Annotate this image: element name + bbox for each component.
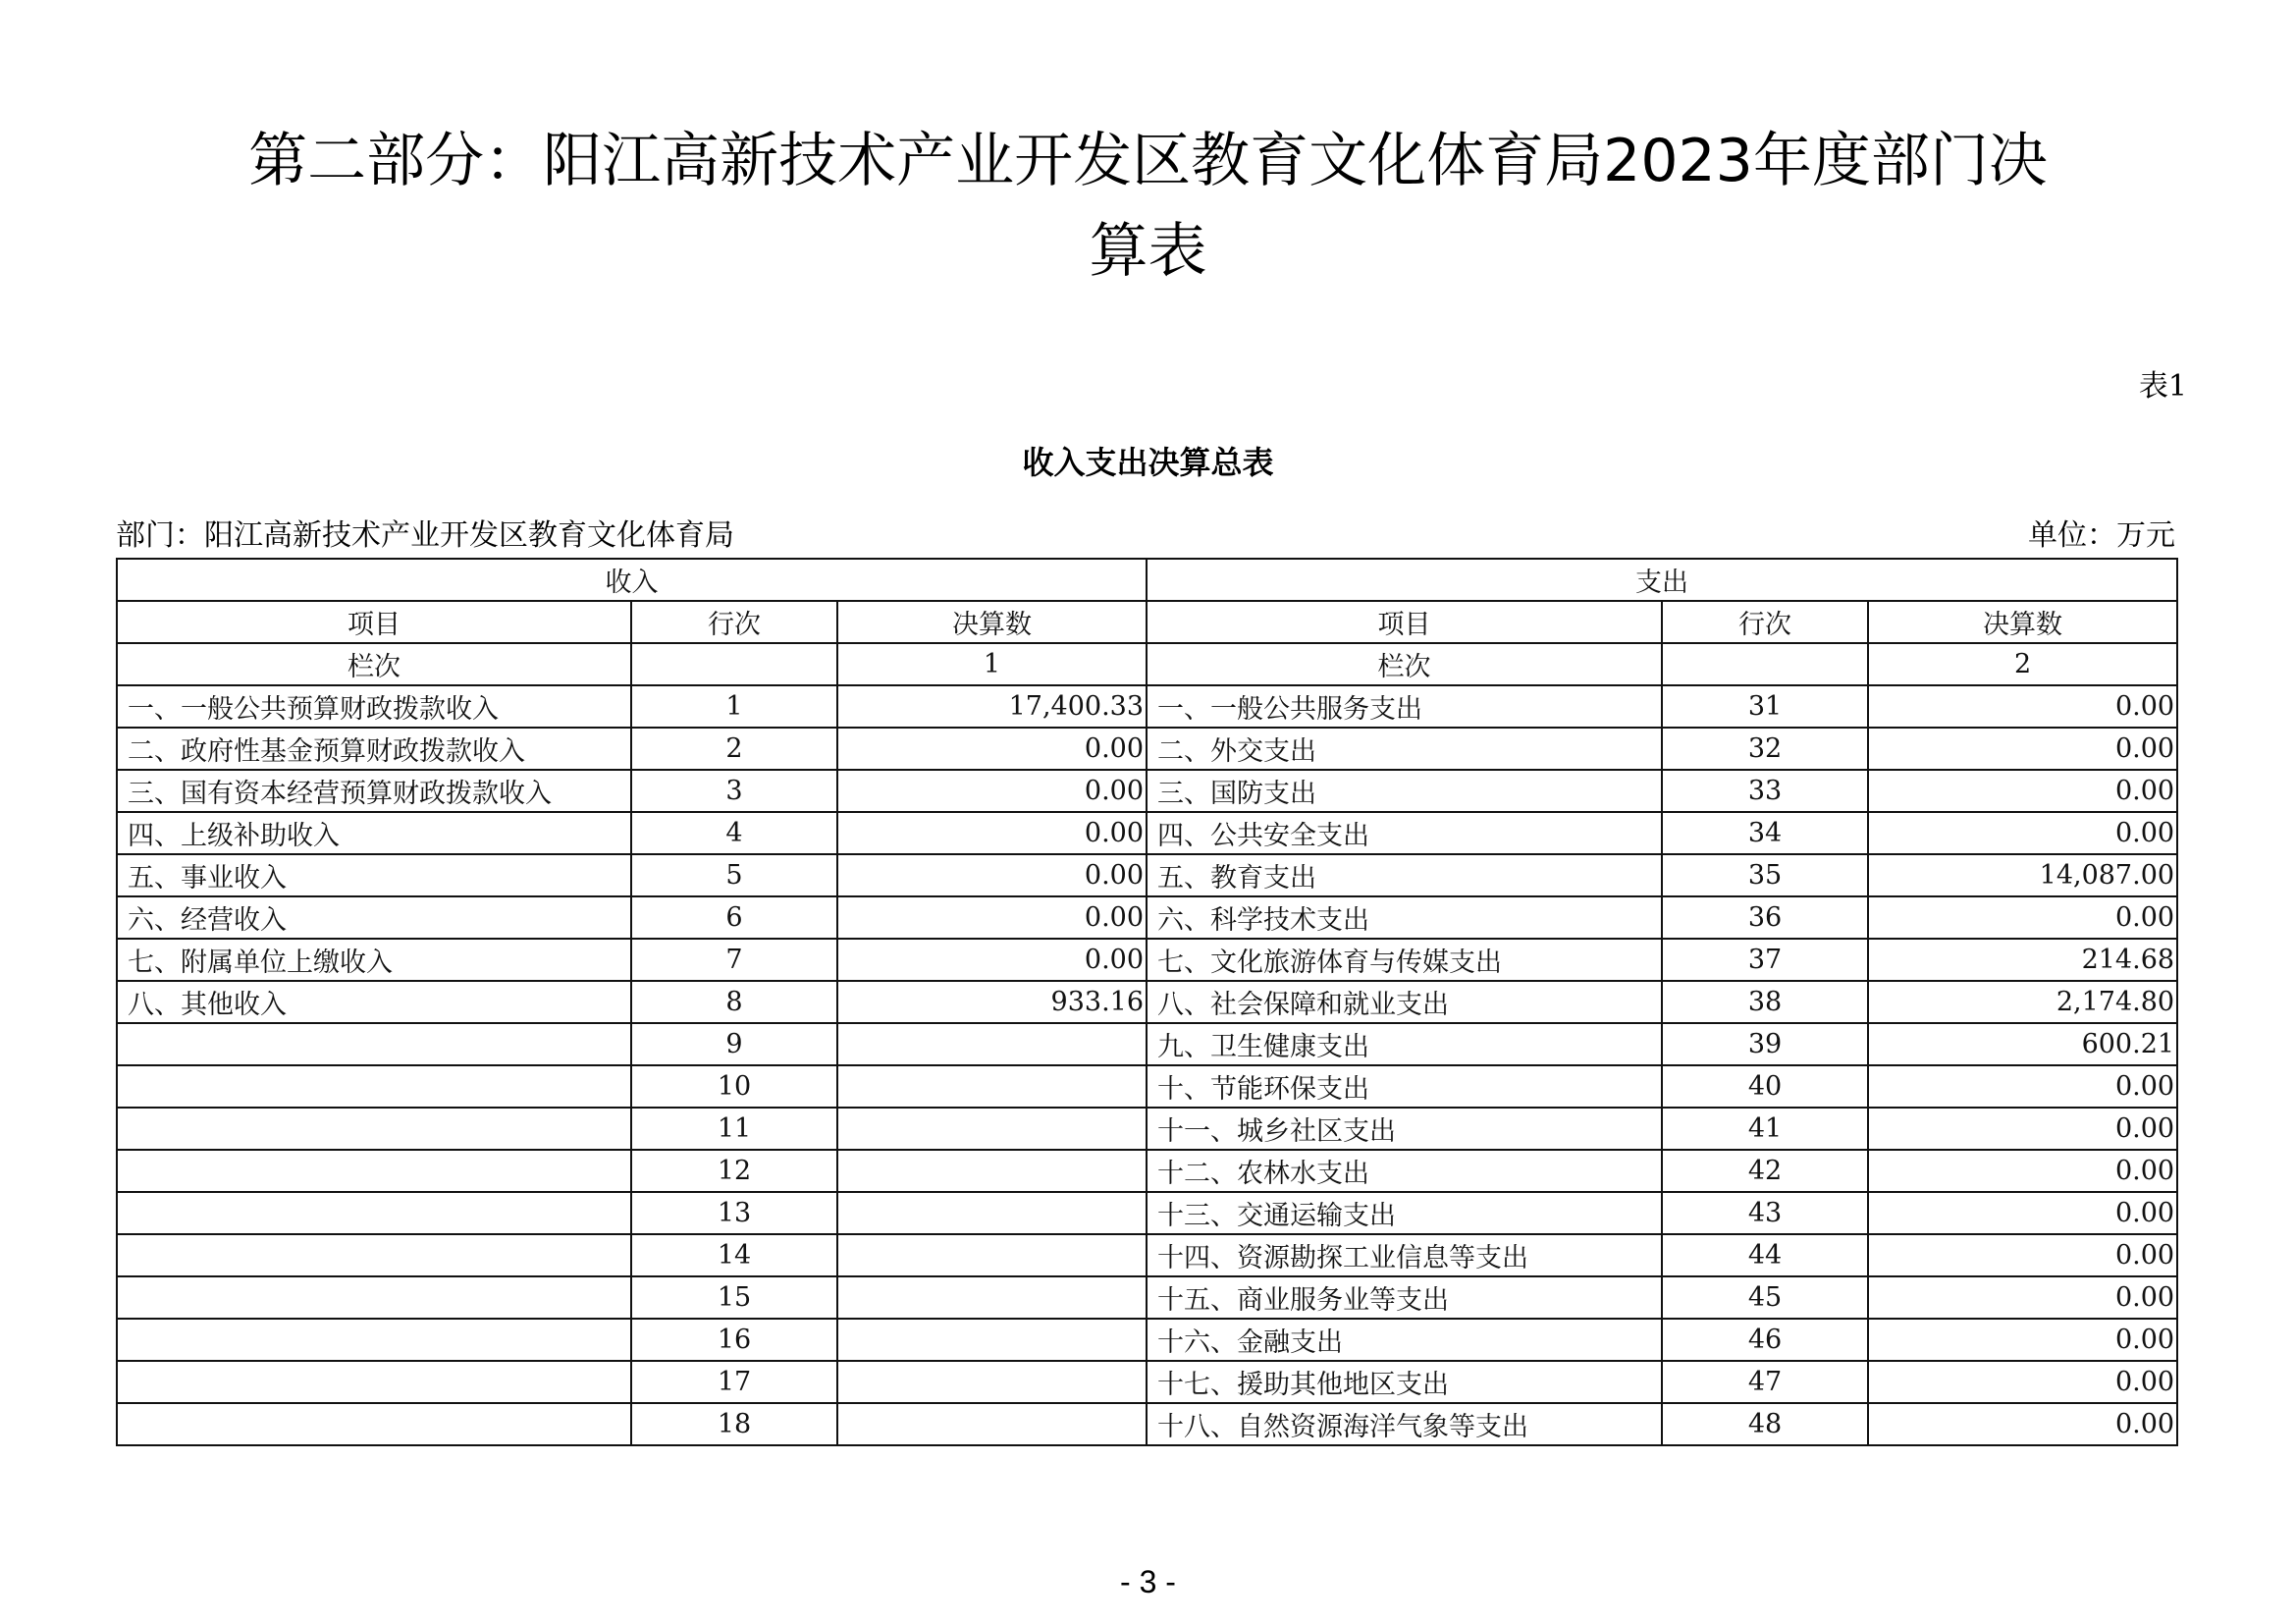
table-row — [117, 896, 2177, 939]
income-row-no-cell: 8 — [631, 981, 837, 1023]
expense-row-no-header: 行次 — [1662, 601, 1868, 643]
expense-amount-cell: 0.00 — [1868, 896, 2177, 939]
income-item-cell — [117, 1234, 631, 1276]
income-item-cell: 四、上级补助收入 — [117, 812, 631, 854]
income-amount-cell: 0.00 — [837, 728, 1147, 770]
expense-item-cell: 八、社会保障和就业支出 — [1147, 981, 1662, 1023]
income-amount-cell — [837, 1319, 1147, 1361]
expense-row-no-cell: 42 — [1662, 1150, 1868, 1192]
income-row-no-cell: 13 — [631, 1192, 837, 1234]
income-amount-cell — [837, 1276, 1147, 1319]
expense-item-cell: 四、公共安全支出 — [1147, 812, 1662, 854]
table-row — [117, 1276, 2177, 1319]
column-index-row — [117, 643, 2177, 685]
income-item-cell: 五、事业收入 — [117, 854, 631, 896]
expense-column-index-label: 栏次 — [1147, 643, 1662, 685]
income-item-cell — [117, 1319, 631, 1361]
income-column-index: 1 — [837, 643, 1147, 685]
income-row-no-cell: 7 — [631, 939, 837, 981]
income-amount-cell: 0.00 — [837, 770, 1147, 812]
table-row — [117, 1234, 2177, 1276]
table-row — [117, 1403, 2177, 1445]
income-amount-cell: 0.00 — [837, 812, 1147, 854]
unit-label: 单位：万元 — [2028, 518, 2175, 553]
expense-row-no-cell: 47 — [1662, 1361, 1868, 1403]
income-amount-cell: 0.00 — [837, 854, 1147, 896]
income-row-no-cell: 17 — [631, 1361, 837, 1403]
expense-amount-cell: 600.21 — [1868, 1023, 2177, 1065]
income-row-no-cell: 12 — [631, 1150, 837, 1192]
income-item-cell — [117, 1108, 631, 1150]
income-row-no-cell: 18 — [631, 1403, 837, 1445]
income-amount-header: 决算数 — [837, 601, 1147, 643]
expense-item-cell: 五、教育支出 — [1147, 854, 1662, 896]
expense-amount-cell: 0.00 — [1868, 1361, 2177, 1403]
table-row — [117, 1150, 2177, 1192]
income-column-index-empty — [631, 643, 837, 685]
income-row-no-cell: 16 — [631, 1319, 837, 1361]
expense-amount-cell: 0.00 — [1868, 728, 2177, 770]
income-item-header: 项目 — [117, 601, 631, 643]
income-item-cell — [117, 1150, 631, 1192]
expense-item-cell: 九、卫生健康支出 — [1147, 1023, 1662, 1065]
section-header-row — [117, 559, 2177, 601]
income-section-header: 收入 — [117, 559, 1147, 601]
expense-row-no-cell: 31 — [1662, 685, 1868, 728]
expense-amount-header: 决算数 — [1868, 601, 2177, 643]
expense-item-cell: 一、一般公共服务支出 — [1147, 685, 1662, 728]
expense-amount-cell: 14,087.00 — [1868, 854, 2177, 896]
expense-amount-cell: 0.00 — [1868, 1403, 2177, 1445]
expense-amount-cell: 214.68 — [1868, 939, 2177, 981]
income-amount-cell — [837, 1065, 1147, 1108]
expense-item-cell: 十四、资源勘探工业信息等支出 — [1147, 1234, 1662, 1276]
expense-row-no-cell: 44 — [1662, 1234, 1868, 1276]
income-amount-cell — [837, 1192, 1147, 1234]
income-amount-cell — [837, 1150, 1147, 1192]
income-row-no-cell: 15 — [631, 1276, 837, 1319]
income-row-no-cell: 2 — [631, 728, 837, 770]
expense-row-no-cell: 38 — [1662, 981, 1868, 1023]
expense-column-index: 2 — [1868, 643, 2177, 685]
table-row — [117, 812, 2177, 854]
table-row — [117, 1065, 2177, 1108]
income-item-cell — [117, 1361, 631, 1403]
income-row-no-cell: 6 — [631, 896, 837, 939]
income-amount-cell: 933.16 — [837, 981, 1147, 1023]
expense-row-no-cell: 39 — [1662, 1023, 1868, 1065]
expense-row-no-cell: 40 — [1662, 1065, 1868, 1108]
table-title: 收入支出决算总表 — [1022, 444, 1274, 481]
income-row-no-header: 行次 — [631, 601, 837, 643]
expense-item-cell: 三、国防支出 — [1147, 770, 1662, 812]
expense-amount-cell: 0.00 — [1868, 1276, 2177, 1319]
income-row-no-cell: 4 — [631, 812, 837, 854]
expense-column-index-empty — [1662, 643, 1868, 685]
income-amount-cell — [837, 1108, 1147, 1150]
table-row — [117, 981, 2177, 1023]
income-item-cell: 一、一般公共预算财政拨款收入 — [117, 685, 631, 728]
expense-item-cell: 十七、援助其他地区支出 — [1147, 1361, 1662, 1403]
expense-amount-cell: 0.00 — [1868, 1319, 2177, 1361]
table-row — [117, 1023, 2177, 1065]
income-item-cell: 三、国有资本经营预算财政拨款收入 — [117, 770, 631, 812]
table-row — [117, 770, 2177, 812]
income-item-cell: 六、经营收入 — [117, 896, 631, 939]
income-amount-cell — [837, 1023, 1147, 1065]
expense-amount-cell: 0.00 — [1868, 685, 2177, 728]
income-item-cell — [117, 1023, 631, 1065]
expense-row-no-cell: 37 — [1662, 939, 1868, 981]
expense-amount-cell: 0.00 — [1868, 1234, 2177, 1276]
table-meta — [118, 518, 2175, 554]
table-row — [117, 1108, 2177, 1150]
expense-amount-cell: 2,174.80 — [1868, 981, 2177, 1023]
expense-row-no-cell: 41 — [1662, 1108, 1868, 1150]
expense-item-cell: 十八、自然资源海洋气象等支出 — [1147, 1403, 1662, 1445]
income-item-cell — [117, 1192, 631, 1234]
income-row-no-cell: 3 — [631, 770, 837, 812]
expense-amount-cell: 0.00 — [1868, 770, 2177, 812]
income-amount-cell: 0.00 — [837, 939, 1147, 981]
page-number: - 3 - — [1120, 1564, 1176, 1599]
expense-item-cell: 七、文化旅游体育与传媒支出 — [1147, 939, 1662, 981]
expense-item-cell: 十、节能环保支出 — [1147, 1065, 1662, 1108]
table-row — [117, 854, 2177, 896]
expense-section-header: 支出 — [1147, 559, 2177, 601]
expense-item-cell: 十五、商业服务业等支出 — [1147, 1276, 1662, 1319]
expense-row-no-cell: 48 — [1662, 1403, 1868, 1445]
income-column-index-label: 栏次 — [117, 643, 631, 685]
expense-amount-cell: 0.00 — [1868, 1192, 2177, 1234]
expense-item-cell: 二、外交支出 — [1147, 728, 1662, 770]
income-amount-cell — [837, 1361, 1147, 1403]
expense-row-no-cell: 43 — [1662, 1192, 1868, 1234]
income-item-cell — [117, 1403, 631, 1445]
expense-item-cell: 十三、交通运输支出 — [1147, 1192, 1662, 1234]
expense-item-cell: 六、科学技术支出 — [1147, 896, 1662, 939]
page-title-line-1: 第二部分：阳江高新技术产业开发区教育文化体育局2023年度部门决 — [248, 127, 2048, 195]
expense-row-no-cell: 35 — [1662, 854, 1868, 896]
page-title-line-2: 算表 — [1089, 217, 1207, 286]
income-row-no-cell: 10 — [631, 1065, 837, 1108]
income-row-no-cell: 5 — [631, 854, 837, 896]
page-title — [0, 116, 2296, 297]
column-header-row — [117, 601, 2177, 643]
expense-amount-cell: 0.00 — [1868, 812, 2177, 854]
expense-row-no-cell: 46 — [1662, 1319, 1868, 1361]
expense-amount-cell: 0.00 — [1868, 1150, 2177, 1192]
income-item-cell: 二、政府性基金预算财政拨款收入 — [117, 728, 631, 770]
expense-item-cell: 十一、城乡社区支出 — [1147, 1108, 1662, 1150]
table-row — [117, 1192, 2177, 1234]
expense-item-cell: 十六、金融支出 — [1147, 1319, 1662, 1361]
table-row — [117, 1319, 2177, 1361]
expense-row-no-cell: 33 — [1662, 770, 1868, 812]
expense-row-no-cell: 32 — [1662, 728, 1868, 770]
expense-row-no-cell: 45 — [1662, 1276, 1868, 1319]
expense-item-cell: 十二、农林水支出 — [1147, 1150, 1662, 1192]
table-row — [117, 1361, 2177, 1403]
table-row — [117, 728, 2177, 770]
income-row-no-cell: 14 — [631, 1234, 837, 1276]
department-label: 部门：阳江高新技术产业开发区教育文化体育局 — [116, 518, 734, 553]
income-amount-cell: 0.00 — [837, 896, 1147, 939]
table-number: 表1 — [2138, 369, 2187, 404]
income-amount-cell — [837, 1403, 1147, 1445]
table-body — [117, 685, 2177, 1445]
income-item-cell: 八、其他收入 — [117, 981, 631, 1023]
income-item-cell — [117, 1276, 631, 1319]
income-amount-cell: 17,400.33 — [837, 685, 1147, 728]
income-row-no-cell: 1 — [631, 685, 837, 728]
table-row — [117, 939, 2177, 981]
expense-amount-cell: 0.00 — [1868, 1108, 2177, 1150]
income-expense-table — [116, 558, 2178, 1446]
income-item-cell — [117, 1065, 631, 1108]
table-row — [117, 685, 2177, 728]
income-item-cell: 七、附属单位上缴收入 — [117, 939, 631, 981]
expense-row-no-cell: 36 — [1662, 896, 1868, 939]
expense-amount-cell: 0.00 — [1868, 1065, 2177, 1108]
income-row-no-cell: 9 — [631, 1023, 837, 1065]
income-amount-cell — [837, 1234, 1147, 1276]
expense-row-no-cell: 34 — [1662, 812, 1868, 854]
expense-item-header: 项目 — [1147, 601, 1662, 643]
income-row-no-cell: 11 — [631, 1108, 837, 1150]
